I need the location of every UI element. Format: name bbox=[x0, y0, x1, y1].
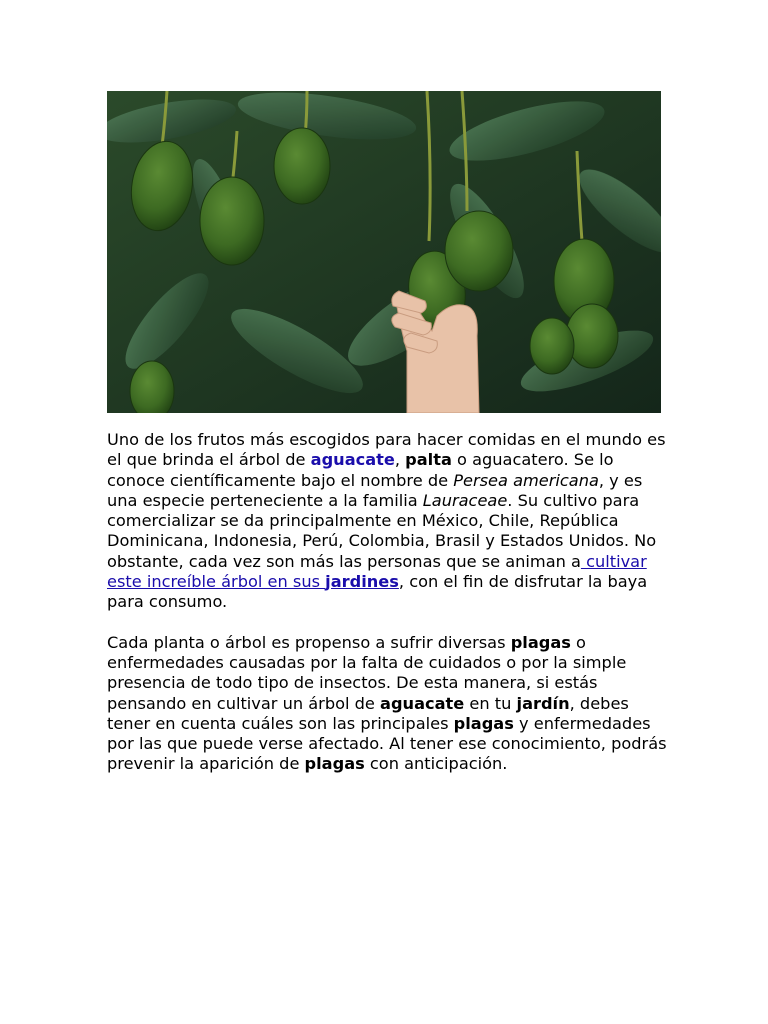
paragraph-plagas bbox=[107, 633, 667, 775]
avocado-tree-photo bbox=[107, 91, 661, 413]
text-segment: y enfermedades por las que puede verse afectado. Al tener ese conocimiento, podrás prevenir la aparición de bbox=[107, 713, 667, 774]
text-segment: , bbox=[394, 450, 406, 470]
scientific-name: Persea americana bbox=[453, 470, 599, 490]
keyword-jardines[interactable]: jardines bbox=[325, 572, 399, 592]
keyword-palta: palta bbox=[405, 450, 452, 470]
keyword-plagas-3: plagas bbox=[304, 754, 365, 774]
text-segment: , con el fin de disfrutar la baya para consumo. bbox=[107, 572, 648, 612]
article-body bbox=[107, 430, 667, 795]
family-name: Lauraceae bbox=[422, 490, 508, 510]
text-segment: o enfermedades causadas por la falta de cuidados o por la simple presencia de todo tipo de insectos. De esta manera, si estás pensando en cultivar un árbol de bbox=[107, 632, 627, 713]
text-segment: Cada planta o árbol es propenso a sufrir diversas bbox=[107, 632, 511, 652]
text-segment: con anticipación. bbox=[364, 754, 508, 774]
text-segment: Uno de los frutos más escogidos para hacer comidas en el mundo es el que brinda el árbol de bbox=[107, 430, 666, 470]
text-segment: . Su cultivo para comercializar se da principalmente en México, Chile, República Dominicana, Indonesia, Perú, Colombia, Brasil y Estados Unidos. No obstante, cada vez son más las personas que se animan a bbox=[107, 490, 657, 571]
text-segment: , y es una especie perteneciente a la familia bbox=[107, 470, 643, 510]
avocado-photo-illustration bbox=[107, 91, 661, 413]
text-segment: , debes tener en cuenta cuáles son las principales bbox=[107, 693, 629, 733]
text-segment: o aguacatero. Se lo conoce científicamente bajo el nombre de bbox=[107, 450, 614, 490]
keyword-plagas: plagas bbox=[510, 632, 571, 652]
paragraph-intro bbox=[107, 430, 667, 613]
cultivar-link-text[interactable]: cultivar este increíble árbol en sus bbox=[107, 551, 647, 592]
text-segment: en tu bbox=[464, 693, 517, 713]
keyword-aguacate[interactable]: aguacate bbox=[310, 450, 395, 470]
keyword-jardin: jardín bbox=[516, 693, 570, 713]
keyword-aguacate-2: aguacate bbox=[380, 693, 465, 713]
keyword-plagas-2: plagas bbox=[453, 713, 514, 733]
